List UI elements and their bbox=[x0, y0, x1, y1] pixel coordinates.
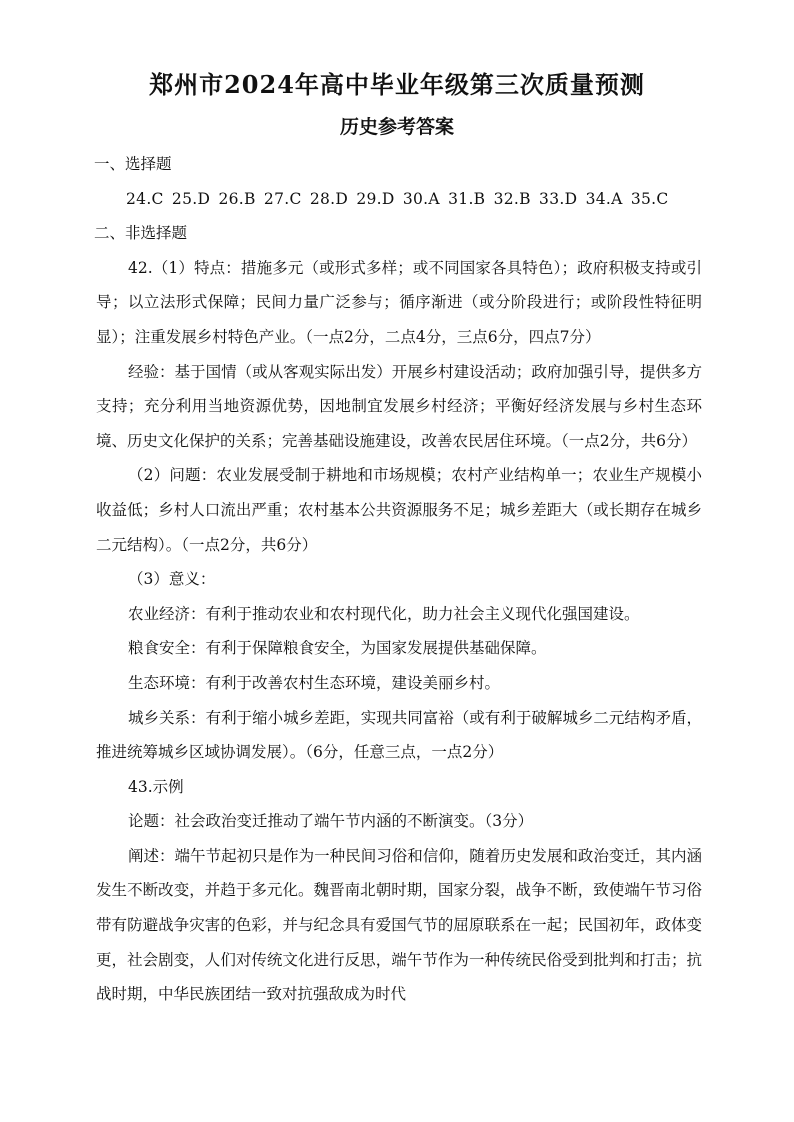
section-heading-nonchoice: 二、非选择题 bbox=[94, 224, 188, 243]
choice-answers: 24.C 25.D 26.B 27.C 28.D 29.D 30.A 31.B 32.B 33.D 34.A 35.C bbox=[126, 189, 669, 208]
q42-part3-agriculture: 农业经济：有利于推动农业和农村现代化，助力社会主义现代化强国建设。 bbox=[128, 604, 640, 623]
q42-part2-problems: （2）问题：农业发展受制于耕地和市场规模；农村产业结构单一；农业生产规模小收益低；乡村人口流出严重；农村基本公共资源服务不足；城乡差距大（或长期存在城乡二元结构）。（一点2分，共6分） bbox=[96, 466, 702, 554]
q43-elaboration: 阐述：端午节起初只是作为一种民间习俗和信仰，随着历史发展和政治变迁，其内涵发生不断改变，并趋于多元化。魏晋南北朝时期，国家分裂，战争不断，致使端午节习俗带有防避战争灾害的色彩，并与纪念具有爱国气节的屈原联系在一起；民国初年，政体变更，社会剧变，人们对传统文化进行反思，端午节作为一种传统民俗受到批判和打击；抗战时期，中华民族团结一致对抗强敌成为时代 bbox=[96, 846, 702, 1004]
section-heading-choice: 一、选择题 bbox=[94, 155, 172, 173]
document-title: 郑州市2024年高中毕业年级第三次质量预测 bbox=[149, 70, 645, 99]
q42-part3-food-security: 粮食安全：有利于保障粮食安全，为国家发展提供基础保障。 bbox=[128, 639, 547, 658]
q42-part3-urban-rural: 城乡关系：有利于缩小城乡差距，实现共同富裕（或有利于破解城乡二元结构矛盾，推进统筹城乡区域协调发展）。（6分，任意三点，一点2分） bbox=[96, 708, 702, 762]
q42-part3-ecology: 生态环境：有利于改善农村生态环境，建设美丽乡村。 bbox=[128, 673, 501, 692]
document-body bbox=[96, 147, 702, 1012]
q42-part1-experience: 经验：基于国情（或从客观实际出发）开展乡村建设活动；政府加强引导，提供多方支持；充分利用当地资源优势，因地制宜发展乡村经济；平衡好经济发展与乡村生态环境、历史文化保护的关系；完善基础设施建设，改善农民居住环境。（一点2分，共6分） bbox=[96, 362, 702, 450]
q42-part3-heading: （3）意义： bbox=[128, 570, 216, 589]
q43-thesis: 论题：社会政治变迁推动了端午节内涵的不断演变。（3分） bbox=[128, 812, 534, 831]
document-subtitle: 历史参考答案 bbox=[339, 116, 454, 138]
q43-heading: 43.示例 bbox=[128, 777, 184, 796]
q42-part1-features: 42.（1）特点：措施多元（或形式多样；或不同国家各具特色）；政府积极支持或引导；以立法形式保障；民间力量广泛参与；循序渐进（或分阶段进行；或阶段性特征明显）；注重发展乡村特色产业。（一点2分，二点4分，三点6分，四点7分） bbox=[96, 258, 702, 346]
